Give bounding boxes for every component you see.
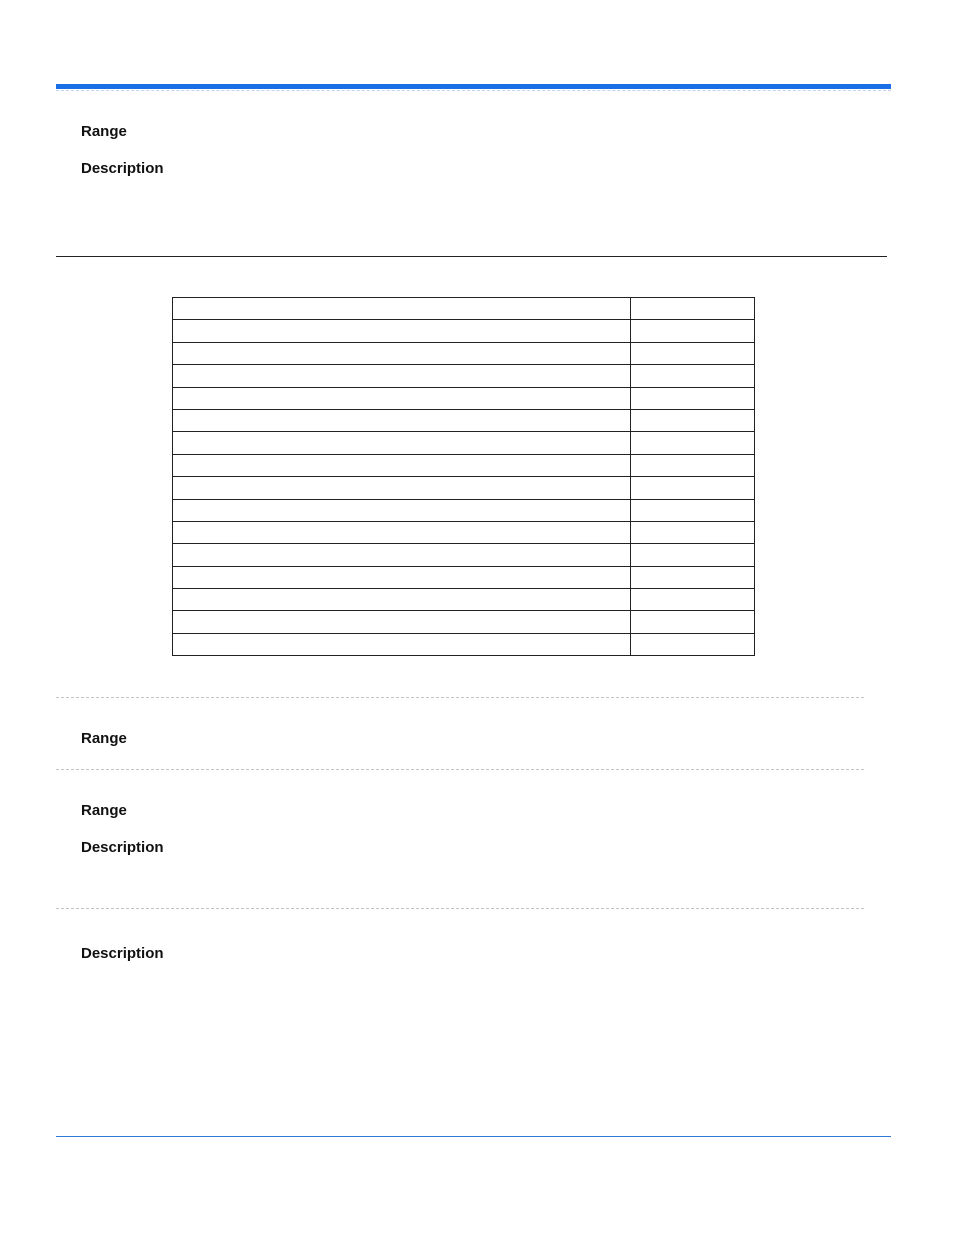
table-cell-value: [631, 298, 755, 320]
table-cell-name: [173, 544, 631, 566]
table-row: [173, 521, 755, 543]
section-2-range-label: Range: [81, 730, 127, 747]
table-row: [173, 544, 755, 566]
header-rule: [56, 84, 891, 89]
section-divider-dashed-3: [56, 908, 864, 909]
table-row: [173, 589, 755, 611]
table-cell-value: [631, 432, 755, 454]
table-cell-value: [631, 365, 755, 387]
table-cell-value: [631, 633, 755, 655]
table-cell-name: [173, 477, 631, 499]
table-cell-value: [631, 342, 755, 364]
table-cell-name: [173, 454, 631, 476]
table-row: [173, 566, 755, 588]
table-cell-name: [173, 611, 631, 633]
table-cell-value: [631, 387, 755, 409]
table-row: [173, 387, 755, 409]
table-cell-value: [631, 409, 755, 431]
section-3-description-label: Description: [81, 839, 164, 856]
table-cell-name: [173, 521, 631, 543]
table-cell-value: [631, 454, 755, 476]
table-cell-name: [173, 633, 631, 655]
table-cell-value: [631, 589, 755, 611]
table-cell-value: [631, 611, 755, 633]
table-cell-name: [173, 365, 631, 387]
table-cell-name: [173, 342, 631, 364]
table-body: [173, 298, 755, 656]
table-cell-value: [631, 521, 755, 543]
section-divider-dashed-1: [56, 697, 864, 698]
table-cell-name: [173, 566, 631, 588]
table-row: [173, 611, 755, 633]
table-cell-name: [173, 298, 631, 320]
table-cell-name: [173, 387, 631, 409]
table-row: [173, 633, 755, 655]
table-row: [173, 298, 755, 320]
table-cell-name: [173, 320, 631, 342]
section-divider-dashed-2: [56, 769, 864, 770]
table-cell-value: [631, 544, 755, 566]
section-3-range-label: Range: [81, 802, 127, 819]
section-4-description-label: Description: [81, 945, 164, 962]
section-1-range-label: Range: [81, 123, 127, 140]
table-cell-name: [173, 589, 631, 611]
table-row: [173, 320, 755, 342]
section-1-description-label: Description: [81, 160, 164, 177]
table-cell-name: [173, 432, 631, 454]
table-row: [173, 499, 755, 521]
table-cell-name: [173, 409, 631, 431]
table-row: [173, 432, 755, 454]
table-cell-name: [173, 499, 631, 521]
table-cell-value: [631, 566, 755, 588]
header-rule-dashed: [56, 90, 891, 91]
table-row: [173, 454, 755, 476]
footer-rule: [56, 1136, 891, 1137]
data-table: [172, 297, 755, 656]
table-cell-value: [631, 499, 755, 521]
table-cell-value: [631, 320, 755, 342]
table-cell-value: [631, 477, 755, 499]
table-row: [173, 409, 755, 431]
section-divider-solid: [56, 256, 887, 257]
table-row: [173, 477, 755, 499]
table-row: [173, 365, 755, 387]
table-row: [173, 342, 755, 364]
